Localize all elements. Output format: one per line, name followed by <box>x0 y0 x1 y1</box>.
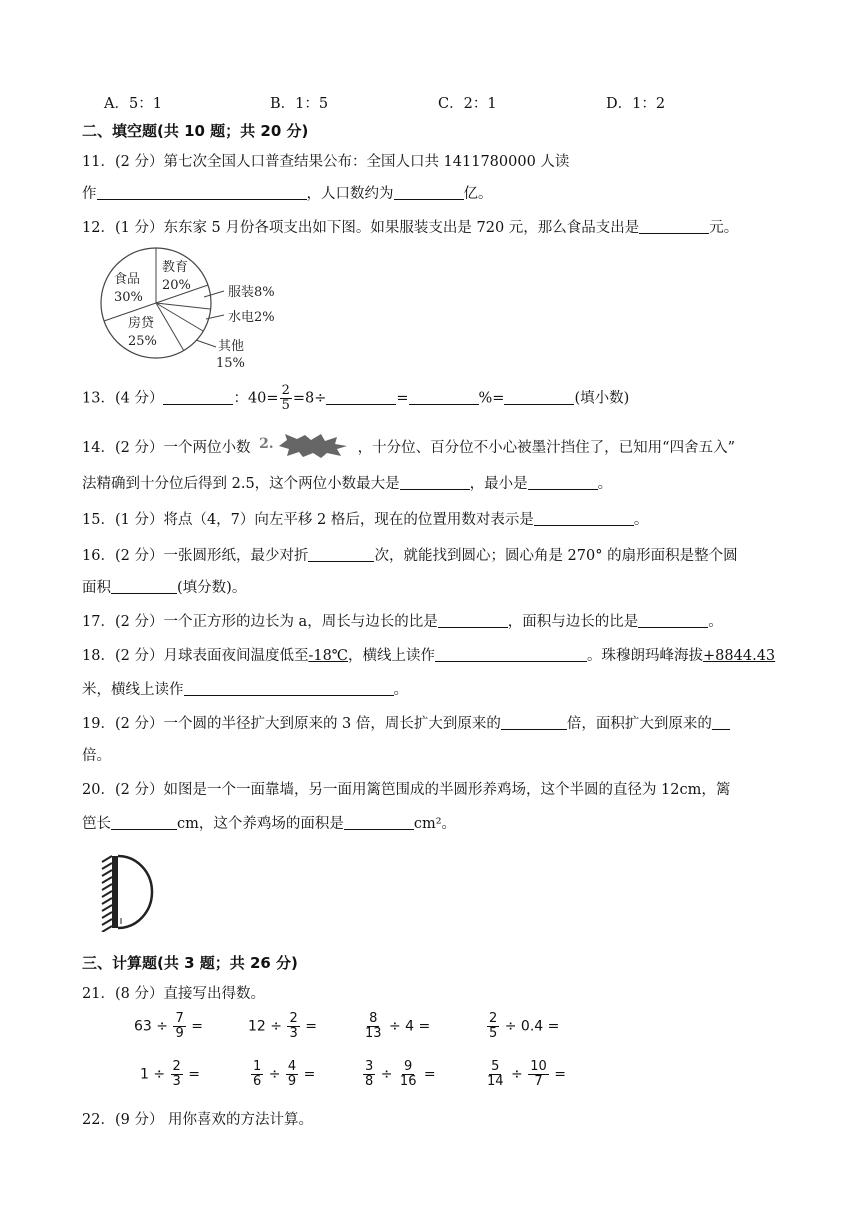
q16-line2: 面积 (填分数)。 <box>82 580 247 596</box>
q21-expr-5: 1 ÷ $\frac{2}{3}$ = <box>140 1059 201 1089</box>
choice-d: D．1：2 <box>606 96 666 112</box>
pie-label-cloth: 服装8% <box>228 285 275 300</box>
q18-line2: 米，横线上读作 。 <box>82 682 408 698</box>
q11-line1: 11．(2 分）第七次全国人口普查结果公布：全国人口共 1411780000 人读 <box>82 154 570 170</box>
q22-title: 22．(9 分） 用你喜欢的方法计算。 <box>82 1112 314 1128</box>
choice-b: B．1：5 <box>270 96 329 112</box>
q12-text: 12．(1 分）东东家 5 月份各项支出如下图。如果服装支出是 720 元，那么食品支出是 元。 <box>82 220 739 236</box>
ink-stain-image: 2. <box>259 434 349 458</box>
q21-expr-7: $\frac{3}{8}$ ÷ $\frac{9}{16}$ = <box>365 1059 436 1089</box>
q20-line1: 20．(2 分）如图是一个一面靠墙，另一面用篱笆围成的半圆形养鸡场，这个半圆的直径为 12cm，篱 <box>82 782 731 798</box>
pie-label-house: 房贷 <box>128 316 155 331</box>
pie-pct-edu: 20% <box>162 278 191 293</box>
pie-label-food: 食品 <box>114 272 141 287</box>
q19-line2: 倍。 <box>82 748 111 764</box>
section-title-fill: 二、填空题(共 10 题；共 20 分) <box>82 122 309 140</box>
q21-title: 21．(8 分）直接写出得数。 <box>82 986 265 1002</box>
q21-expr-2: 12 ÷ $\frac{2}{3}$ = <box>248 1011 317 1041</box>
pie-pct-other: 15% <box>216 356 245 371</box>
q21-expr-4: $\frac{2}{5}$ ÷ 0.4 = <box>489 1011 560 1041</box>
chicken-farm-figure <box>98 852 168 932</box>
choice-c: C．2：1 <box>438 96 497 112</box>
q19-line1: 19．(2 分）一个圆的半径扩大到原来的 3 倍，周长扩大到原来的 倍，面积扩大到原来的 <box>82 712 730 733</box>
q21-expr-1: 63 ÷ $\frac{7}{9}$ = <box>134 1011 203 1041</box>
choice-a: A．5：1 <box>104 96 162 112</box>
q14-line2: 法精确到十分位后得到 2.5，这个两位小数最大是 ，最小是 。 <box>82 476 613 492</box>
q13-text: 13．(4 分） ：40= $\frac{2}{5}$ =8÷ = %= (填小数) <box>82 383 630 413</box>
section-title-calc: 三、计算题(共 3 题；共 26 分) <box>82 954 298 972</box>
pie-label-water: 水电2% <box>228 310 275 325</box>
pie-label-other: 其他 <box>218 339 245 354</box>
q16-line1: 16．(2 分）一张圆形纸，最少对折 次，就能找到圆心；圆心角是 270° 的扇形面积是整个圆 <box>82 548 738 564</box>
q20-line2: 笆长 cm，这个养鸡场的面积是 cm²。 <box>82 816 457 832</box>
pie-chart <box>96 245 296 375</box>
q21-expr-3: $\frac{8}{13}$ ÷ 4 = <box>365 1011 431 1041</box>
pie-label-edu: 教育 <box>162 260 189 275</box>
q21-expr-6: $\frac{1}{6}$ ÷ $\frac{4}{9}$ = <box>253 1059 316 1089</box>
q11-line2: 作 ，人口数约为 亿。 <box>82 186 493 202</box>
q21-expr-8: $\frac{5}{14}$ ÷ $\frac{10}{7}$ = <box>487 1059 566 1089</box>
q15-text: 15．(1 分）将点（4，7）向左平移 2 格后，现在的位置用数对表示是 。 <box>82 512 649 528</box>
q18-line1: 18．(2 分）月球表面夜间温度低至-18℃，横线上读作 。珠穆朗玛峰海拔+8844.43 <box>82 648 776 664</box>
q14-line1: 14．(2 分）一个两位小数 2. ，十分位、百分位不小心被墨汁挡住了，已知用“四舍五入” <box>82 436 735 456</box>
q17-text: 17．(2 分）一个正方形的边长为 a，周长与边长的比是 ，面积与边长的比是 。 <box>82 614 723 630</box>
pie-pct-house: 25% <box>128 334 157 349</box>
pie-pct-food: 30% <box>114 290 143 305</box>
